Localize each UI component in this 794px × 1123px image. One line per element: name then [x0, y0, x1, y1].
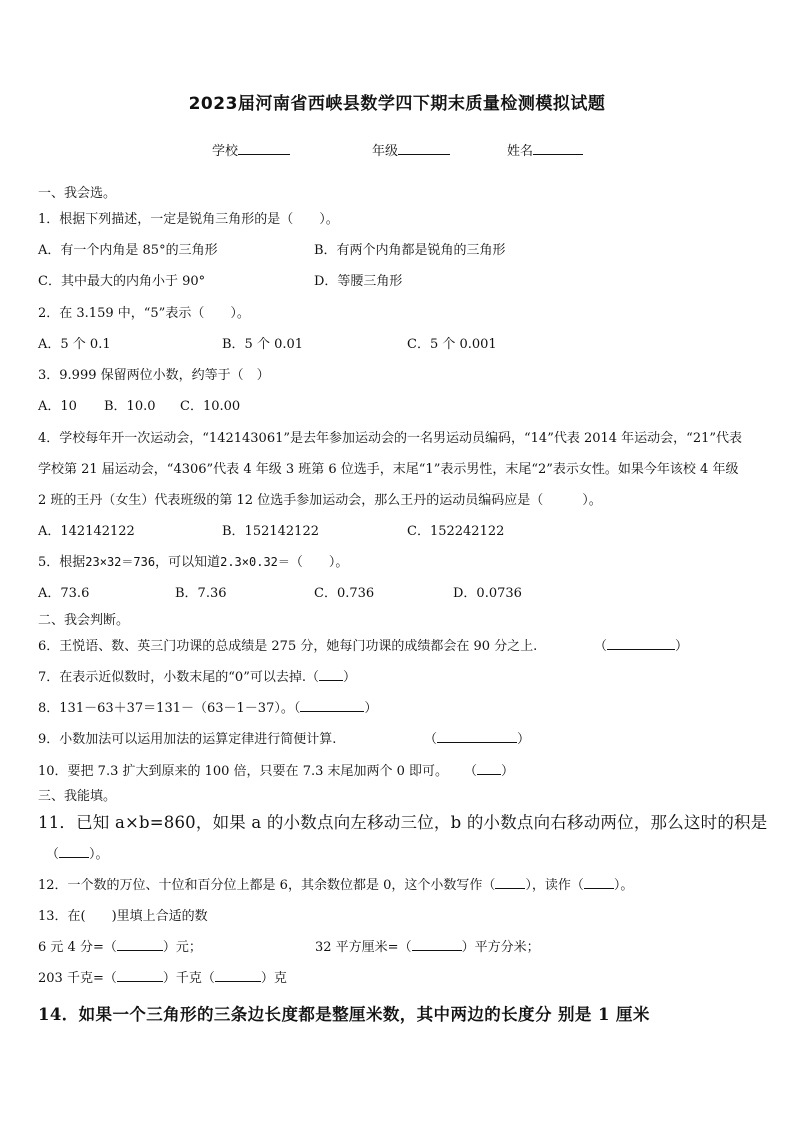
q6-answer[interactable] — [594, 635, 688, 654]
q12-pre: 12．一个数的万位、十位和百分位上都是 6，其余数位都是 0，这个小数写作（ — [38, 878, 496, 893]
q8-blank[interactable] — [300, 699, 364, 712]
q4-option-a: A．142142122 — [38, 524, 135, 539]
q1-option-a: A．有一个内角是 85°的三角形 — [38, 243, 218, 258]
q6-paren-left: （ — [594, 639, 608, 654]
q5-equation-1: 23×32＝736 — [85, 555, 156, 569]
school-field — [212, 140, 290, 159]
grade-blank[interactable] — [398, 142, 450, 155]
q9-answer[interactable] — [424, 728, 530, 747]
grade-field — [372, 140, 450, 159]
q10-paren-right: ） — [501, 764, 515, 779]
q7-text: 7．在表示近似数时，小数末尾的“0”可以去掉.（ — [38, 670, 319, 685]
q14-text: 14．如果一个三角形的三条边长度都是整厘米数，其中两边的长度分 别是 1 厘米 — [38, 1005, 650, 1024]
school-label: 学校 — [212, 144, 239, 159]
q13-blank-2[interactable] — [412, 938, 462, 951]
name-label: 姓名 — [507, 144, 534, 159]
q8-paren-right: ） — [364, 701, 378, 716]
section-heading-choice: 一、我会选。 — [38, 186, 117, 201]
q4-line-1: 4．学校每年开一次运动会，“142143061”是去年参加运动会的一名男运动员编码，“14”代表 2014 年运动会，“21”代表 — [38, 431, 743, 446]
q11-line-1: 11．已知 a×b=860，如果 a 的小数点向左移动三位，b 的小数点向右移动两位，那么这时的积是 — [38, 813, 768, 832]
q13-row-1b — [315, 936, 540, 955]
q7 — [38, 666, 356, 685]
q2-option-a: A．5 个 0.1 — [38, 337, 111, 352]
q1-stem: 1．根据下列描述，一定是锐角三角形的是（ ）。 — [38, 212, 339, 227]
q13-blank-1[interactable] — [117, 938, 163, 951]
q1-option-d: D．等腰三角形 — [314, 274, 403, 289]
q6 — [38, 635, 537, 654]
q12-blank-written[interactable] — [495, 876, 525, 889]
q5-equation-2: 2.3×0.32＝ — [220, 555, 290, 569]
q13-stem: 13．在( )里填上合适的数 — [38, 909, 208, 924]
q2-option-b: B．5 个 0.01 — [222, 337, 304, 352]
q13-r2-pre: 203 千克=（ — [38, 971, 117, 986]
q3-option-c: C．10.00 — [180, 399, 241, 414]
q13-r1b-pre: 32 平方厘米=（ — [315, 940, 412, 955]
q6-blank[interactable] — [607, 637, 675, 650]
q13-row-2 — [38, 967, 287, 986]
school-blank[interactable] — [238, 142, 290, 155]
q5-stem-post: （ ）。 — [289, 555, 349, 570]
q11-answer[interactable] — [46, 843, 109, 862]
q5-option-b: B．7.36 — [175, 586, 227, 601]
q4-option-b: B．152142122 — [222, 524, 319, 539]
q7-paren-right: ） — [342, 670, 356, 685]
q11-paren-left: （ — [46, 847, 60, 862]
q4-line-3: 2 班的王丹（女生）代表班级的第 12 位选手参加运动会，那么王丹的运动员编码应是（ ）。 — [38, 493, 602, 508]
q9-text: 9．小数加法可以运用加法的运算定律进行简便计算. — [38, 732, 337, 747]
q13-blank-3[interactable] — [117, 969, 163, 982]
q4-line-2: 学校第 21 届运动会，“4306”代表 4 年级 3 班第 6 位选手，末尾“1”表示男性，末尾“2”表示女性。如果今年该校 4 年级 — [38, 462, 739, 477]
q13-r1b-post: ）平方分米； — [461, 940, 540, 955]
q6-paren-right: ） — [675, 639, 689, 654]
q10-paren-left: （ — [464, 764, 478, 779]
q7-blank[interactable] — [319, 668, 343, 681]
q5-stem-pre: 5．根据 — [38, 555, 86, 570]
q2-stem: 2．在 3.159 中，“5”表示（ ）。 — [38, 306, 250, 321]
q9 — [38, 728, 336, 747]
q5-option-d: D．0.0736 — [453, 586, 522, 601]
q12-mid: ），读作（ — [525, 878, 584, 893]
q12-blank-read[interactable] — [584, 876, 614, 889]
q8-text: 8．131－63＋37＝131－（63－1－37）。（ — [38, 701, 301, 716]
q3-option-b: B．10.0 — [104, 399, 156, 414]
q5-stem-mid: ，可以知道 — [155, 555, 221, 570]
q2-option-c: C．5 个 0.001 — [407, 337, 497, 352]
section-heading-judge: 二、我会判断。 — [38, 613, 130, 628]
q8 — [38, 697, 377, 716]
q1-option-c: C．其中最大的内角小于 90° — [38, 274, 206, 289]
q10-text: 10．要把 7.3 扩大到原来的 100 倍，只要在 7.3 末尾加两个 0 即可。 — [38, 764, 449, 779]
q4-option-c: C．152242122 — [407, 524, 505, 539]
q10-blank[interactable] — [477, 762, 501, 775]
name-field — [507, 140, 583, 159]
q13-r1a-post: ）元； — [162, 940, 202, 955]
q3-option-a: A．10 — [38, 399, 77, 414]
q5-option-c: C．0.736 — [314, 586, 375, 601]
q6-text: 6．王悦语、数、英三门功课的总成绩是 275 分，她每门功课的成绩都会在 90 分之上. — [38, 639, 538, 654]
q13-r2-mid: ）千克（ — [162, 971, 215, 986]
page-title: 2023届河南省西峡县数学四下期末质量检测模拟试题 — [188, 94, 606, 114]
section-heading-fill: 三、我能填。 — [38, 789, 117, 804]
q12 — [38, 874, 633, 893]
q13-r2-post: ）克 — [260, 971, 287, 986]
q12-post: ）。 — [613, 878, 634, 893]
q13-r1a-pre: 6 元 4 分=（ — [38, 940, 117, 955]
grade-label: 年级 — [372, 144, 399, 159]
q13-row-1a — [38, 936, 202, 955]
q13-blank-4[interactable] — [215, 969, 261, 982]
q9-paren-left: （ — [424, 732, 438, 747]
q10-answer[interactable] — [464, 760, 514, 779]
q10 — [38, 760, 448, 779]
q3-stem: 3．9.999 保留两位小数，约等于（ ） — [38, 368, 270, 383]
q9-paren-right: ） — [517, 732, 531, 747]
q1-option-b: B．有两个内角都是锐角的三角形 — [314, 243, 506, 258]
q11-paren-right: ）。 — [89, 847, 109, 862]
q9-blank[interactable] — [437, 730, 517, 743]
name-blank[interactable] — [533, 142, 583, 155]
q5-option-a: A．73.6 — [38, 586, 90, 601]
q11-blank[interactable] — [59, 845, 89, 858]
q5-stem — [38, 551, 348, 570]
